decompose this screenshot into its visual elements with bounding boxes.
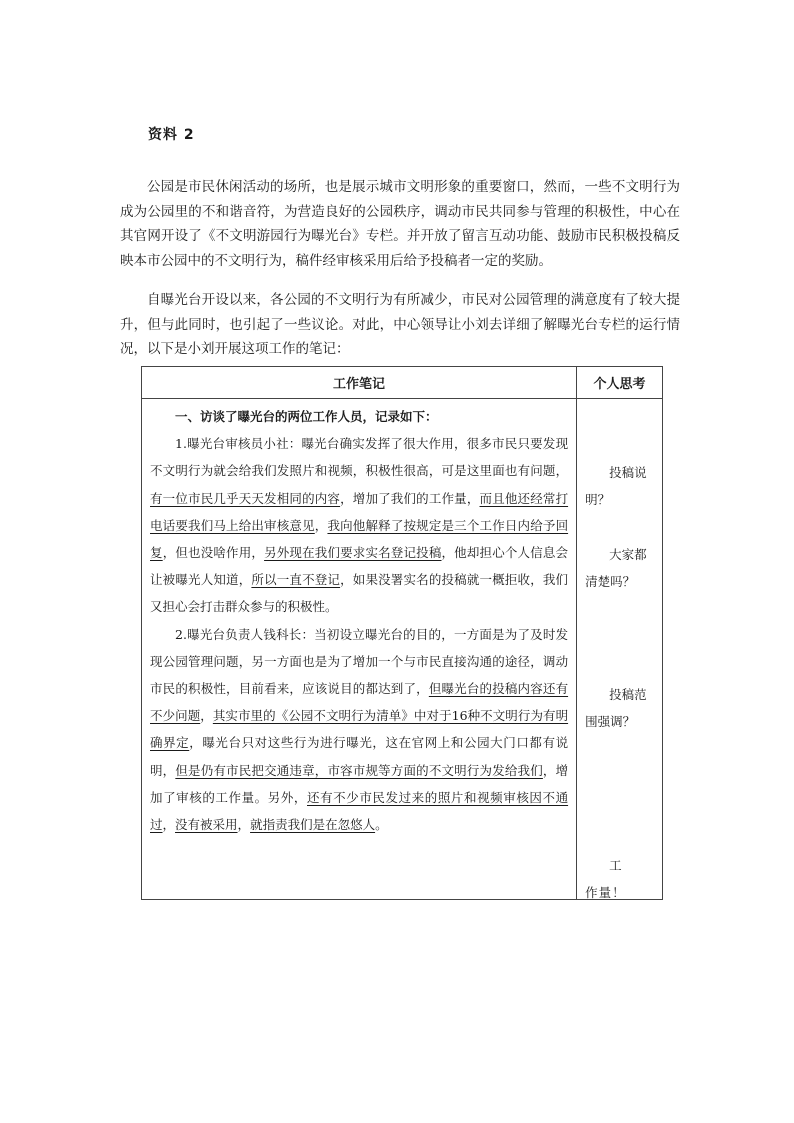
thought-workload xyxy=(585,852,657,906)
intro-paragraph-1: 公园是市民休闲活动的场所，也是展示城市文明形象的重要窗口，然而，一些不文明行为成为公园里的不和谐音符，为营造良好的公园秩序，调动市民共同参与管理的积极性，中心在其官网开设了《不文明游园行为曝光台》专栏。并开放了留言互动功能、鼓励市民积极投稿反映本市公园中的不文明行为，稿件经审核采用后给予投稿者一定的奖励。 xyxy=(120,179,680,269)
note2-text-3: ，曝光台只对这些行为进行曝光，这在官网上和公园大门口都有说明， xyxy=(150,735,569,778)
note1-underline-4: 另外现在我们要求实名登记投稿 xyxy=(264,545,442,561)
note1-text-4: ，但也没啥作用， xyxy=(162,545,265,561)
note1-text-5: ，他却担心个人信息会让被曝光人知道， xyxy=(150,545,569,588)
note2-underline-1: 但曝光台的投稿内容还有不少问题 xyxy=(150,681,569,724)
note2-text-4: ，增加了审核的工作量。另外， xyxy=(150,762,569,805)
note2-underline-5: 没有被采用 xyxy=(175,817,238,833)
note2-text-5: ， xyxy=(162,817,176,833)
note2-underline-2: 其实市里的《公园不文明行为清单》中对于16种不文明行为有明确界定 xyxy=(150,708,569,751)
intro-paragraph-2: 自曝光台开设以来，各公园的不文明行为有所减少，市民对公园管理的满意度有了较大提升，但与此同时，也引起了一些议论。对此，中心领导让小刘去详细了解曝光台专栏的运行情况，以下是小刘开展这项工作的笔记： xyxy=(120,292,680,357)
note-manager xyxy=(150,621,568,839)
thought-workload-part-1: 工 xyxy=(609,858,623,873)
thought-submission-guide: 投稿说明？ xyxy=(585,465,647,508)
thoughts-cell xyxy=(577,399,663,900)
note1-text-3: ， xyxy=(314,517,328,533)
note1-underline-1: 有一位市民几乎天天发相同的内容 xyxy=(150,490,341,506)
thought-everyone-aware: 大家都清楚吗？ xyxy=(585,547,647,590)
note2-text-1: 2.曝光台负责人钱科长：当初设立曝光台的目的，一方面是为了及时发现公园管理问题，另一方面也是为了增加一个与市民直接沟通的途径，调动市民的积极性，目前看来，应该说目的都达到了， xyxy=(150,626,569,697)
notes-cell xyxy=(142,399,577,900)
header-work-notes: 工作笔记 xyxy=(142,367,577,399)
note1-text-6: ，如果没署实名的投稿就一概拒收，我们又担心会打击群众参与的积极性。 xyxy=(150,572,569,615)
note1-text-1: 1.曝光台审核员小社：曝光台确实发挥了很大作用，很多市民只要发现不文明行为就会给我们发照片和视频，积极性很高，可是这里面也有问题， xyxy=(150,436,569,479)
section-heading: 一、访谈了曝光台的两位工作人员，记录如下： xyxy=(175,409,438,424)
note2-text-7: 。 xyxy=(375,817,388,833)
material-title: 资料 2 xyxy=(148,127,195,143)
note2-underline-6: 就指责我们是在忽悠人 xyxy=(250,817,376,833)
thought-scope-emphasis: 投稿范围强调？ xyxy=(585,687,647,730)
note2-underline-4: 还有不少市民发过来的照片和视频审核因不通过 xyxy=(150,789,569,833)
note2-text-2: ， xyxy=(200,708,213,724)
thought-workload-part-2: 作量！ xyxy=(585,885,626,901)
note1-underline-5: 所以一直不登记 xyxy=(251,572,341,588)
header-personal-thoughts: 个人思考 xyxy=(577,367,663,399)
note-auditor xyxy=(150,430,568,620)
note1-underline-2: 而且他还经常打电话要我们马上给出审核意见 xyxy=(150,490,569,533)
note2-text-6: ， xyxy=(237,817,251,833)
note1-text-2: ，增加了我们的工作量， xyxy=(340,490,480,506)
table-row xyxy=(142,399,663,900)
note2-underline-3: 但是仍有市民把交通违章，市容市规等方面的不文明行为发给我们 xyxy=(175,762,543,778)
note1-underline-3: 我向他解释了按规定是三个工作日内给予回复 xyxy=(150,517,569,561)
table-header-row xyxy=(142,367,663,399)
work-notes-table xyxy=(141,366,663,900)
